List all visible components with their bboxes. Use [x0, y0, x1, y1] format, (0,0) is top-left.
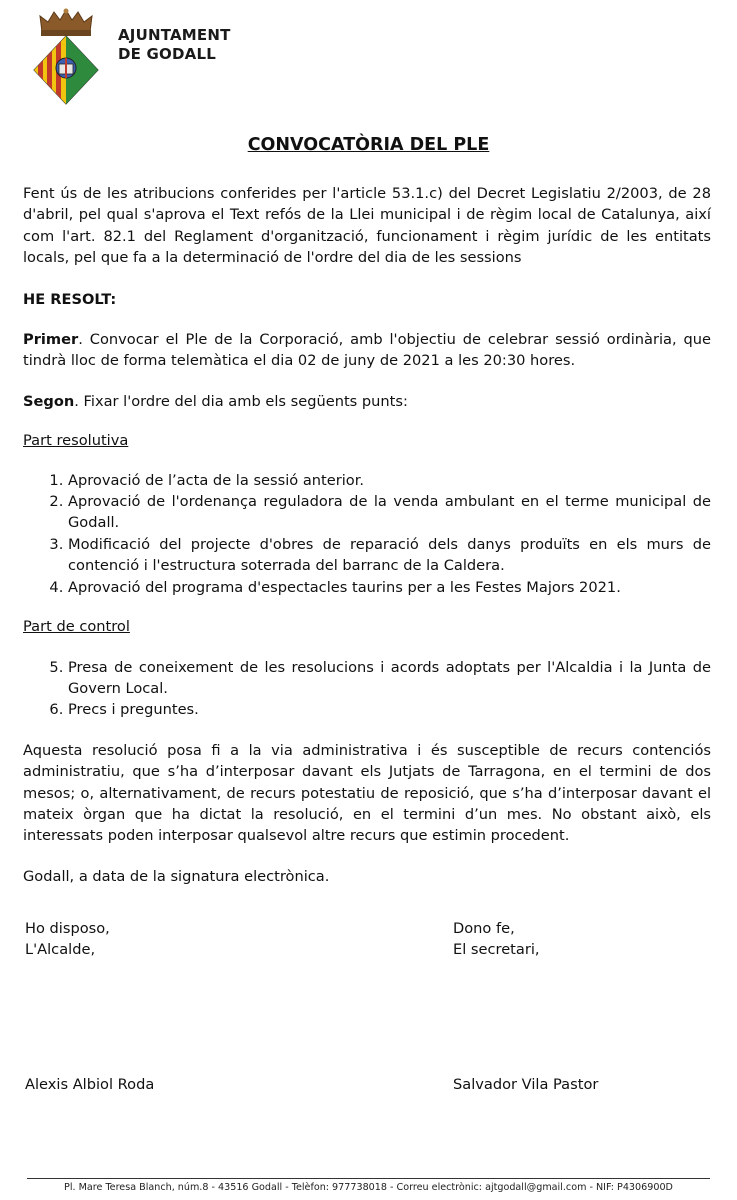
- document-title: CONVOCATÒRIA DEL PLE: [247, 135, 490, 155]
- org-line-2: DE GODALL: [118, 45, 216, 63]
- closing-paragraph: Aquesta resolució posa fi a la via administrativa i és susceptible de recurs contenciós administratiu, que s’ha d’interposar davant els Jutjats de Tarragona, en el termini de dos mesos; o, alternativament, de recurs potestatiu de reposició, que s’ha d’interposar davant el mateix òrgan que ha dictat la resolució, en el termini d’un mes. No obstant això, els interessats poden interposar qualsevol altre recurs que estimin procedent.: [23, 741, 711, 845]
- mayor-name: Alexis Albiol Roda: [25, 1076, 155, 1093]
- sig-right-line-2: El secretari,: [453, 941, 540, 959]
- first-text: . Convocar el Ple de la Corporació, amb l'objectiu de celebrar sessió ordinària, que tindrà lloc de forma telemàtica el dia 02 de juny de 2021 a les 20:30 hores.: [23, 331, 711, 370]
- agenda-list-control: [23, 657, 711, 721]
- first-resolution: [23, 329, 711, 372]
- document-body: [23, 183, 711, 887]
- agenda-item: 6. Precs i preguntes.: [68, 699, 711, 720]
- sig-left-line-2: L'Alcalde,: [25, 941, 96, 959]
- coat-of-arms-logo: [30, 6, 102, 110]
- signature-block-mayor: [25, 918, 110, 961]
- intro-paragraph: Fent ús de les atribucions conferides per l'article 53.1.c) del Decret Legislatiu 2/2003, de 28 d'abril, pel qual s'aprova el Text refós de la Llei municipal i de règim local de Catalunya, així com l'art. 82.1 del Reglament d'organització, funcionament i règim jurídic de les entitats locals, pel que fa a la determinació de l'ordre del dia de les sessions: [23, 185, 711, 267]
- agenda-item: 5. Presa de coneixement de les resolucions i acords adoptats per l'Alcaldia i la Junta de Govern Local.: [68, 657, 711, 700]
- agenda-item: 1. Aprovació de l’acta de la sessió anterior.: [68, 470, 711, 491]
- organization-name: [118, 26, 231, 64]
- part-resolutiva-heading: Part resolutiva: [23, 432, 129, 450]
- signature-block-secretary: [453, 918, 540, 961]
- agenda-item: 4. Aprovació del programa d'espectacles taurins per a les Festes Majors 2021.: [68, 577, 711, 598]
- sig-left-line-1: Ho disposo,: [25, 920, 110, 937]
- place-date: Godall, a data de la signatura electrònica.: [23, 867, 330, 885]
- second-text: . Fixar l'ordre del dia amb els següents punts:: [74, 392, 408, 410]
- footer-divider: [27, 1178, 710, 1179]
- second-resolution: [23, 391, 711, 412]
- agenda-item: 2. Aprovació de l'ordenança reguladora de la venda ambulant en el terme municipal de Godall.: [68, 491, 711, 534]
- footer-contact: Pl. Mare Teresa Blanch, núm.8 - 43516 Godall - Telèfon: 977738018 - Correu electrònic: ajtgodall@gmail.com - NIF: P4306900D: [64, 1182, 673, 1193]
- agenda-item: 3. Modificació del projecte d'obres de reparació dels danys produïts en els murs de contenció i l'estructura soterrada del barranc de la Caldera.: [68, 534, 711, 577]
- agenda-list-resolutiva: [23, 470, 711, 598]
- first-label: Primer: [23, 331, 79, 349]
- org-line-1: AJUNTAMENT: [118, 26, 231, 44]
- secretary-name: Salvador Vila Pastor: [453, 1076, 599, 1093]
- resolution-heading: HE RESOLT:: [23, 290, 117, 308]
- second-label: Segon: [23, 392, 75, 410]
- part-control-heading: Part de control: [23, 618, 130, 636]
- sig-right-line-1: Dono fe,: [453, 920, 515, 937]
